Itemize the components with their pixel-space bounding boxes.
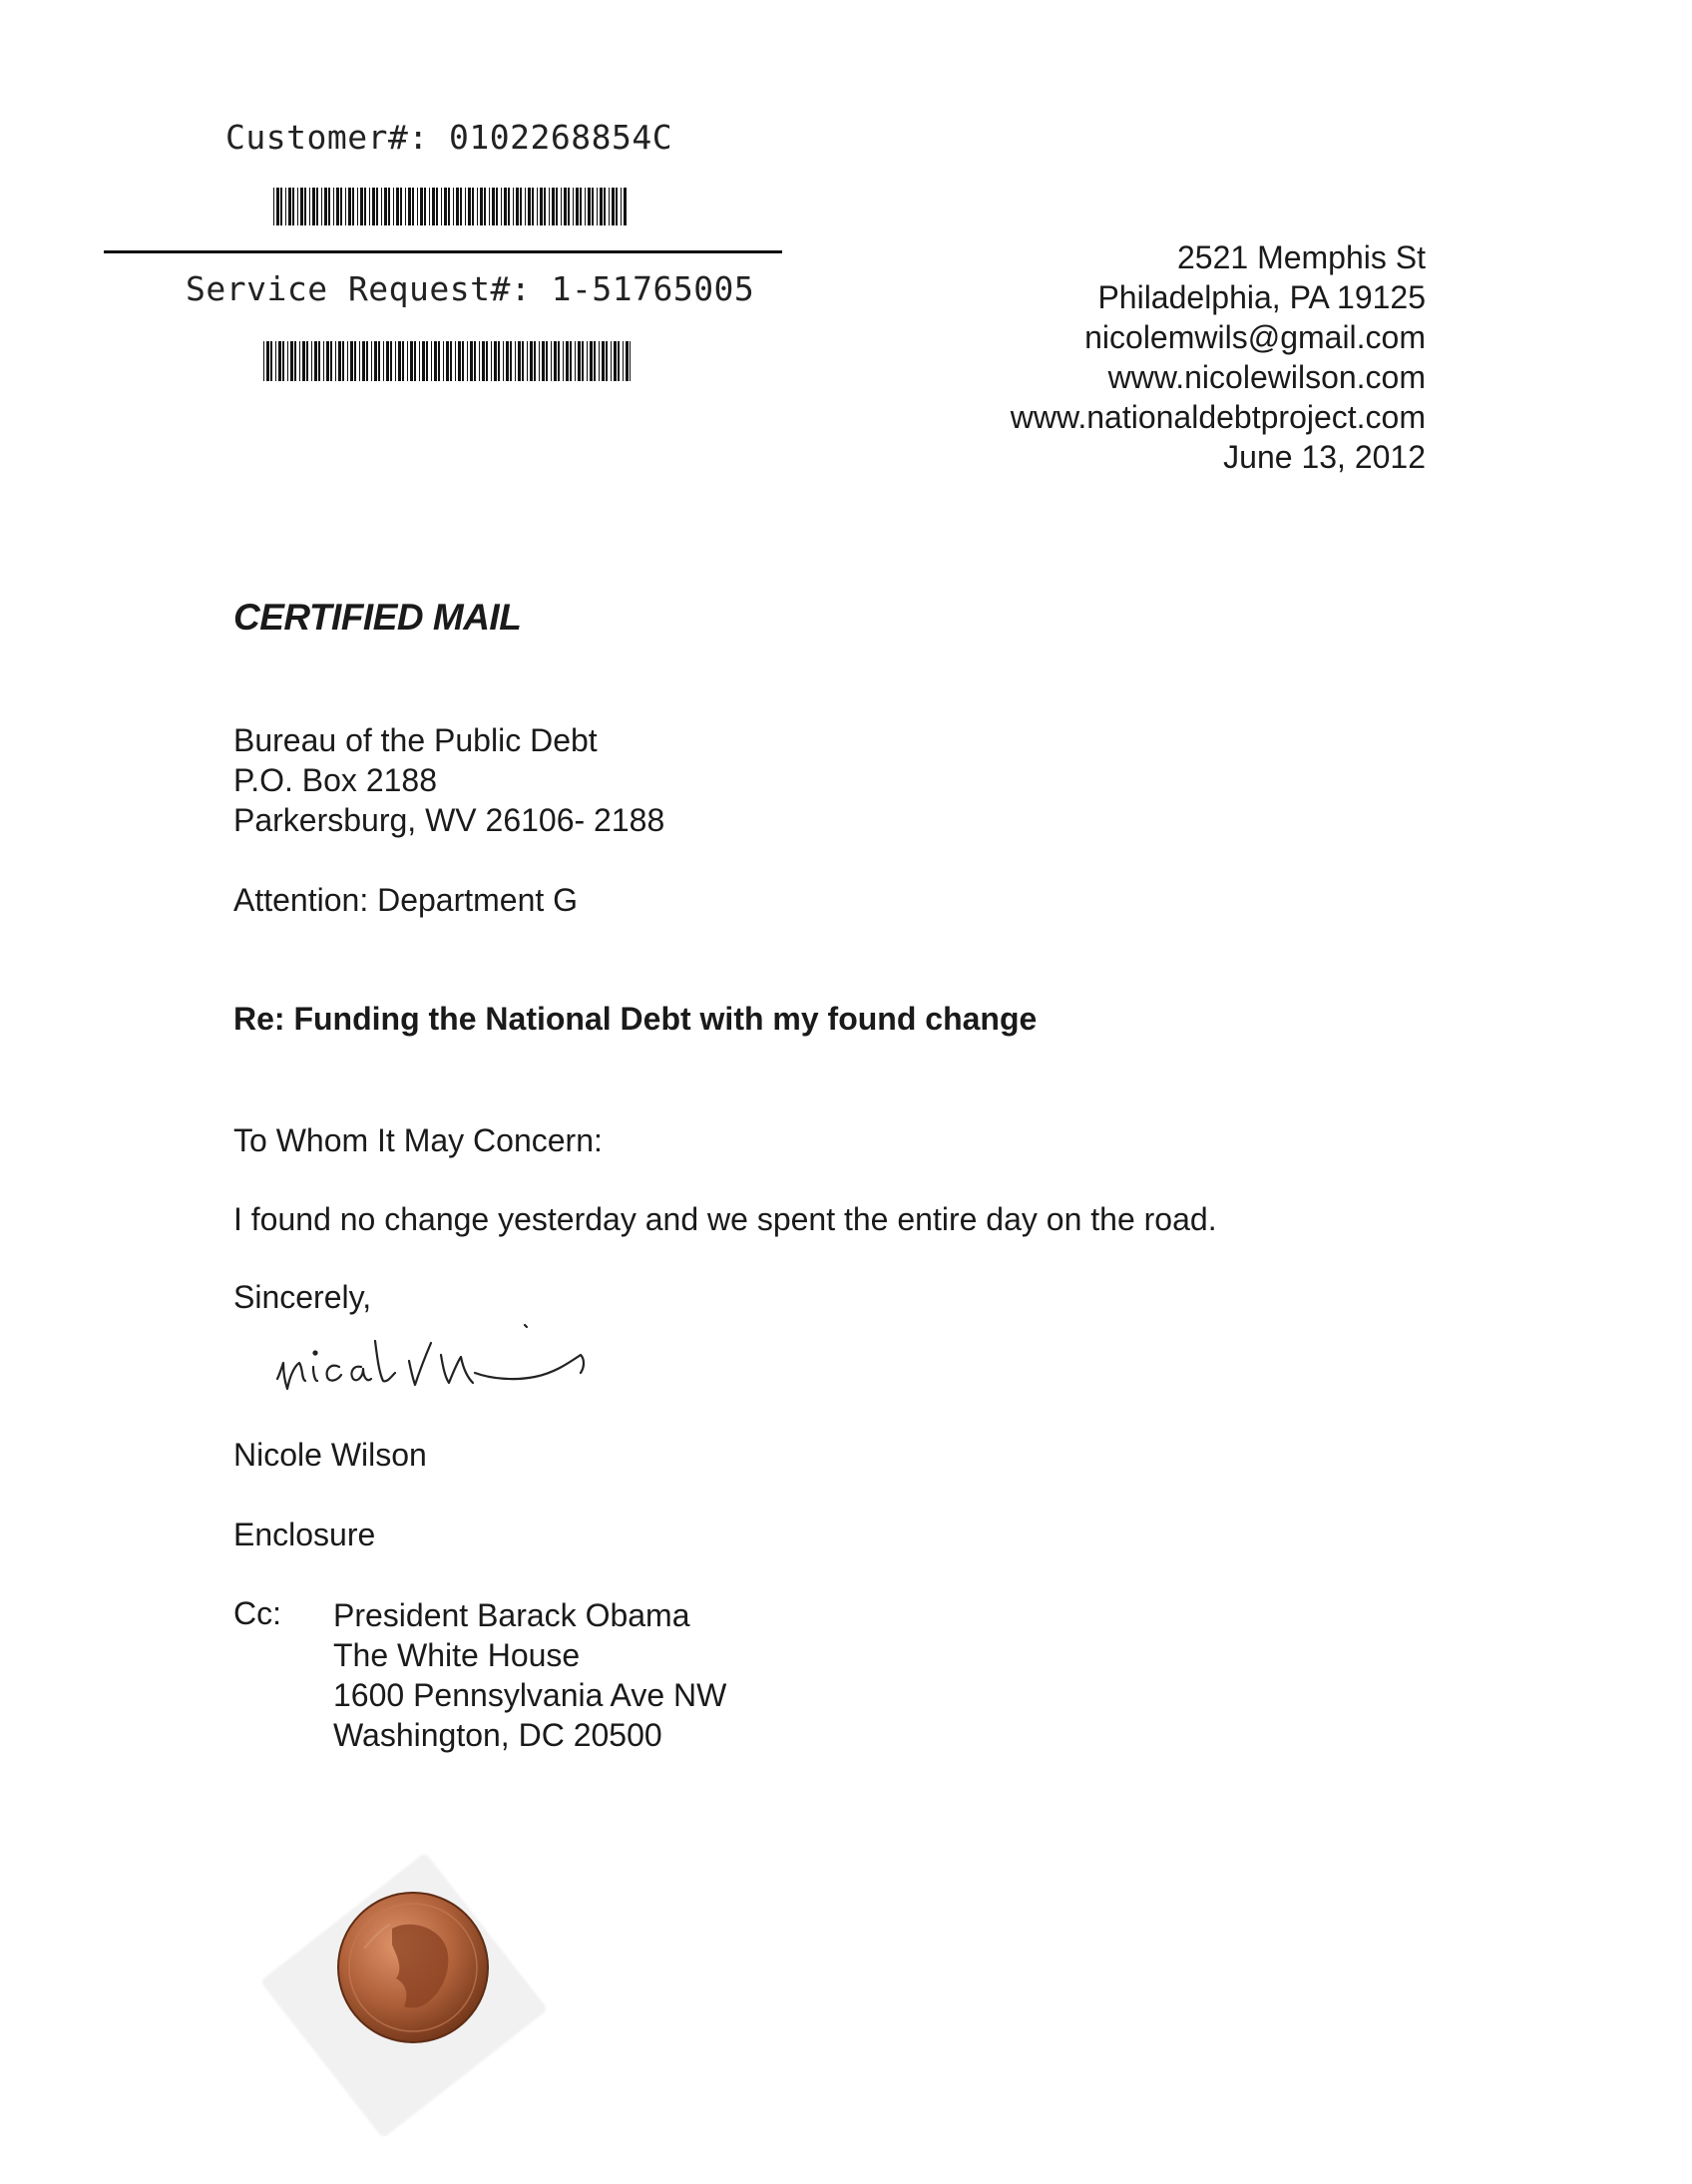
sender-street: 2521 Memphis St bbox=[1176, 239, 1426, 275]
cc-recipient-org: The White House bbox=[333, 1637, 581, 1673]
recipient-name: Bureau of the Public Debt bbox=[233, 722, 598, 758]
enclosure-note: Enclosure bbox=[233, 1517, 376, 1552]
cc-address bbox=[333, 1595, 726, 1755]
letter-date: June 13, 2012 bbox=[1223, 439, 1426, 475]
cc-recipient-city: Washington, DC 20500 bbox=[333, 1717, 662, 1753]
closing: Sincerely, bbox=[233, 1279, 372, 1315]
sender-name: Nicole Wilson bbox=[233, 1437, 427, 1473]
salutation: To Whom It May Concern: bbox=[233, 1122, 603, 1158]
cc-recipient-street: 1600 Pennsylvania Ave NW bbox=[333, 1677, 727, 1713]
cc-recipient-name: President Barack Obama bbox=[333, 1597, 690, 1633]
sender-project-website: www.nationaldebtproject.com bbox=[1010, 399, 1426, 435]
recipient-address bbox=[233, 720, 664, 840]
customer-barcode bbox=[273, 188, 627, 225]
sender-city: Philadelphia, PA 19125 bbox=[1097, 279, 1426, 315]
handwritten-signature bbox=[269, 1317, 648, 1417]
header-divider bbox=[104, 250, 782, 253]
service-request-barcode bbox=[263, 341, 631, 379]
service-request-number: Service Request#: 1-51765005 bbox=[186, 269, 755, 308]
certified-mail-heading: CERTIFIED MAIL bbox=[233, 597, 522, 638]
sender-address bbox=[1011, 237, 1426, 477]
body-paragraph: I found no change yesterday and we spent the entire day on the road. bbox=[233, 1201, 1217, 1237]
cc-label: Cc: bbox=[233, 1595, 281, 1631]
recipient-po-box: P.O. Box 2188 bbox=[233, 762, 437, 798]
attention-line: Attention: Department G bbox=[233, 882, 579, 918]
customer-number: Customer#: 0102268854C bbox=[225, 118, 673, 157]
sender-website: www.nicolewilson.com bbox=[1107, 359, 1426, 395]
recipient-city: Parkersburg, WV 26106- 2188 bbox=[233, 802, 665, 838]
sender-email: nicolemwils@gmail.com bbox=[1084, 319, 1426, 355]
subject-line: Re: Funding the National Debt with my found change bbox=[233, 1001, 1038, 1037]
penny-icon bbox=[334, 1889, 492, 2046]
